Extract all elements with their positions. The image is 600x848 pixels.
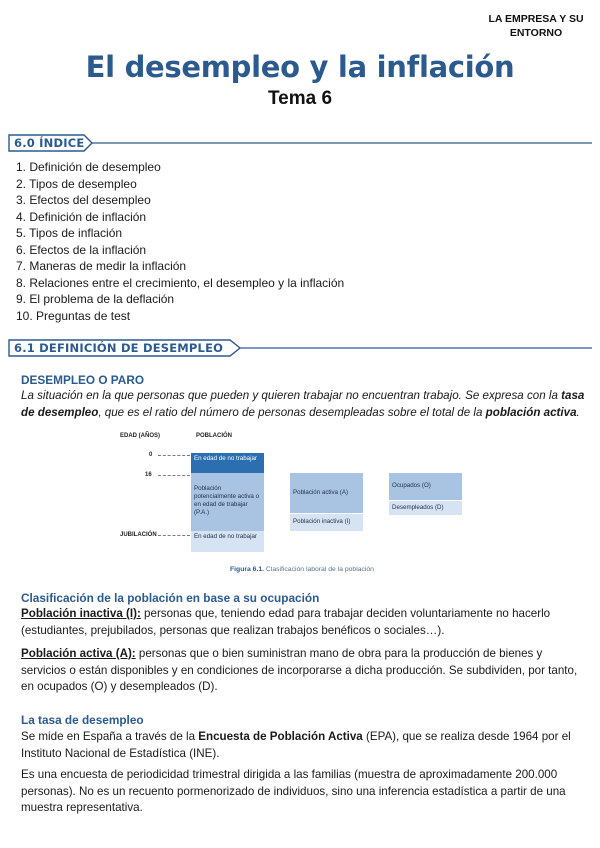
figure-tick-jubilacion: JUBILACIÓN: [120, 532, 157, 538]
epa-text-1: Se mide en España a través de la: [21, 730, 199, 743]
figure-tick-16: 16: [145, 472, 152, 478]
definicion-paragraph: [21, 388, 587, 421]
index-item: 2. Tipos de desempleo: [16, 176, 137, 191]
course-line-2: ENTORNO: [509, 27, 563, 39]
index-list: [16, 159, 344, 324]
index-item: 8. Relaciones entre el crecimiento, el desempleo y la inflación: [16, 275, 345, 290]
section-header-definicion: [8, 338, 592, 358]
index-item: 5. Tipos de inflación: [16, 226, 123, 240]
section-header-indice: [8, 133, 592, 153]
paragraph-epa: [21, 729, 587, 762]
figure-box-no-trabajar-top: En edad de no trabajar: [191, 453, 264, 473]
figure-guide-line: [158, 535, 190, 536]
heading-tasa: La tasa de desempleo: [21, 713, 144, 727]
figure-box-no-trabajar-bottom: En edad de no trabajar: [191, 531, 264, 552]
figure-col-edad: EDAD (AÑOS): [120, 433, 160, 439]
course-name: [486, 12, 586, 40]
section-label-indice: 6.0 ÍNDICE: [14, 136, 85, 150]
figure-caption-number: Figura 6.1.: [230, 566, 265, 573]
figure-box-inactiva: Población inactiva (I): [290, 514, 363, 531]
paragraph-inactiva: [21, 606, 587, 639]
label-poblacion-activa: Población activa (A):: [21, 647, 136, 660]
index-item: 4. Definición de inflación: [16, 209, 147, 224]
paragraph-activa: [21, 646, 587, 696]
index-item: 3. Efectos del desempleo: [16, 193, 151, 207]
text-poblacion-inactiva: personas que, teniendo edad para trabajar deciden voluntariamente no hacerlo (estudiantes, prejubilados, personas que realizan trabajos benéficos o sociales…).: [21, 607, 551, 637]
epa-bold: Encuesta de Población Activa: [198, 730, 363, 743]
index-item: 6. Efectos de la inflación: [16, 242, 147, 257]
figure-caption-text: Clasificación laboral de la población: [264, 566, 374, 573]
figure-box-potencial: Población potencialmente activa o en edad de trabajar (P.A.): [191, 473, 264, 531]
figure-guide-line: [158, 455, 190, 456]
index-item: 7. Maneras de medir la inflación: [16, 259, 187, 273]
heading-desempleo: DESEMPLEO O PARO: [21, 373, 145, 387]
def-text-1: La situación en la que personas que pueden y quieren trabajar no encuentran trabajo. Se expresa con la: [21, 389, 562, 402]
figure-box-activa: Población activa (A): [290, 473, 363, 513]
course-line-1: LA EMPRESA Y SU: [488, 13, 584, 25]
figure-clasificacion: [112, 430, 492, 580]
label-poblacion-inactiva: Población inactiva (I):: [21, 607, 141, 620]
paragraph-encuesta: Es una encuesta de periodicidad trimestral dirigida a las familias (muestra de aproximadamente 200.000 personas). No es un recuento pormenorizado de individuos, sino una inferencia estadística a partir de una muestra representativa.: [21, 768, 566, 814]
text-poblacion-activa: personas que o bien suministran mano de obra para la producción de bienes y servicios o están disponibles y en condiciones de incorporarse a dicha producción. Se subdividen, por tanto, en ocupados (O) y desempleados (D).: [21, 647, 578, 693]
figure-box-ocupados: Ocupados (O): [389, 473, 462, 500]
figure-caption: [112, 566, 492, 573]
page-subtitle: Tema 6: [267, 88, 333, 109]
section-label-definicion: 6.1 DEFINICIÓN DE DESEMPLEO: [14, 341, 224, 355]
index-item: 10. Preguntas de test: [16, 308, 131, 323]
def-text-3: .: [576, 405, 580, 419]
def-text-2: , que es el ratio del número de personas desempleadas sobre el total de la: [98, 405, 486, 419]
figure-box-desempleados: Desempleados (D): [389, 501, 462, 515]
epa-text-2: (EPA), que se realiza desde 1964 por el Instituto Nacional de Estadística (INE).: [21, 730, 571, 760]
def-bold-tasa: tasa de desempleo: [21, 389, 585, 419]
figure-col-poblacion: POBLACIÓN: [196, 433, 232, 439]
page-title: El desempleo y la inflación: [85, 50, 515, 84]
figure-tick-0: 0: [149, 452, 153, 458]
heading-clasificacion: Clasificación de la población en base a su ocupación: [21, 591, 320, 605]
figure-guide-line: [158, 475, 190, 476]
index-item: 1. Definición de desempleo: [16, 160, 161, 174]
index-item: 9. El problema de la deflación: [16, 292, 175, 306]
def-bold-poblacion: población activa: [485, 405, 577, 419]
section-header-frame: [8, 133, 592, 153]
